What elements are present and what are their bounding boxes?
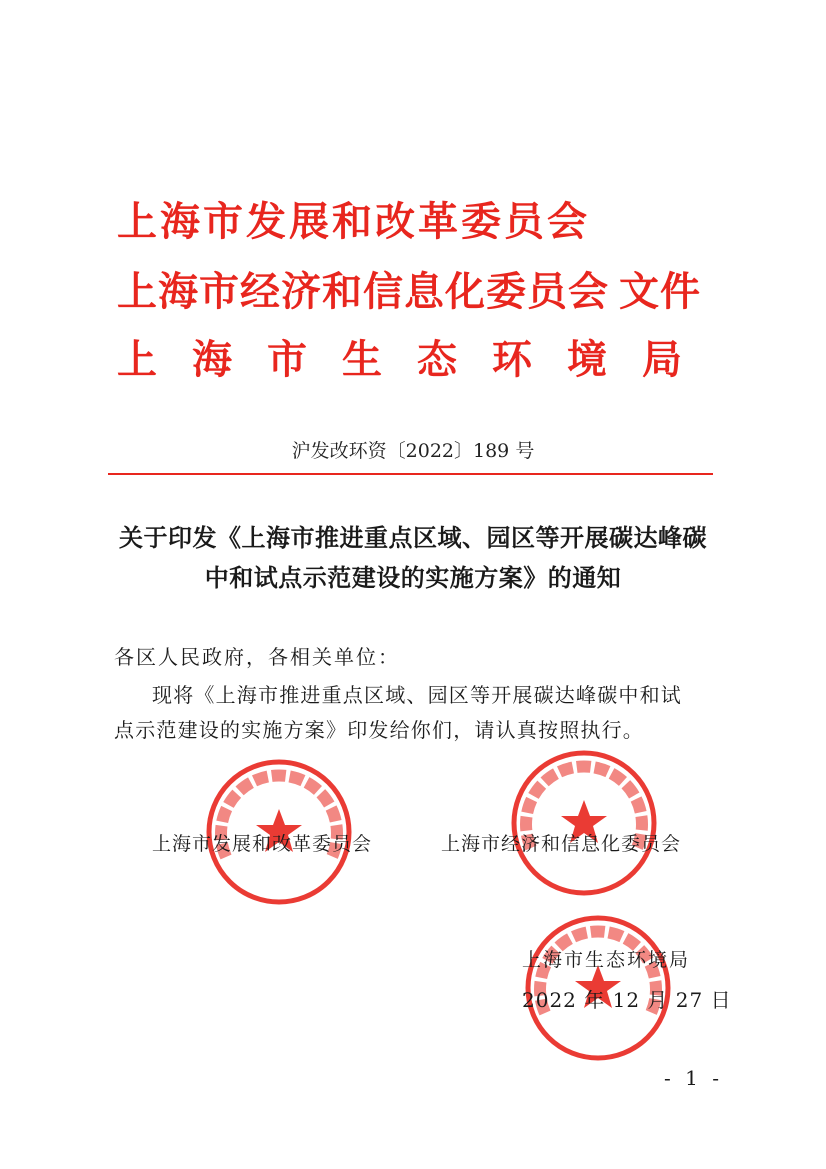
- red-divider: [108, 473, 713, 475]
- document-title-line-1: 关于印发《上海市推进重点区域、园区等开展碳达峰碳: [119, 524, 707, 552]
- signature-jingxinwei: 上海市经济和信息化委员会: [441, 833, 682, 855]
- seal-jingxinwei-icon: [509, 748, 659, 898]
- header-org-1: 上海市发展和改革委员会: [117, 199, 590, 245]
- issue-date: 2022 年 12 月 27 日: [522, 988, 732, 1012]
- salutation: 各区人民政府，各相关单位：: [114, 645, 400, 669]
- body-paragraph-line-2: 点示范建设的实施方案》印发给你们，请认真按照执行。: [114, 718, 644, 742]
- header-wenjian: 文件: [619, 269, 701, 315]
- signature-fagaiwei: 上海市发展和改革委员会: [152, 833, 373, 855]
- document-number: 沪发改环资〔2022〕189 号: [291, 440, 535, 462]
- header-org-3: 上海市生态环境局: [117, 337, 717, 383]
- document-title-line-2: 中和试点示范建设的实施方案》的通知: [204, 564, 622, 592]
- page-number: - 1 -: [664, 1066, 723, 1090]
- signature-shengtaihuanjingju: 上海市生态环境局: [522, 949, 691, 971]
- body-paragraph-line-1: 现将《上海市推进重点区域、园区等开展碳达峰碳中和试: [152, 683, 682, 707]
- header-org-2: [117, 268, 701, 316]
- header-org-2-name: 上海市经济和信息化委员会: [117, 269, 609, 315]
